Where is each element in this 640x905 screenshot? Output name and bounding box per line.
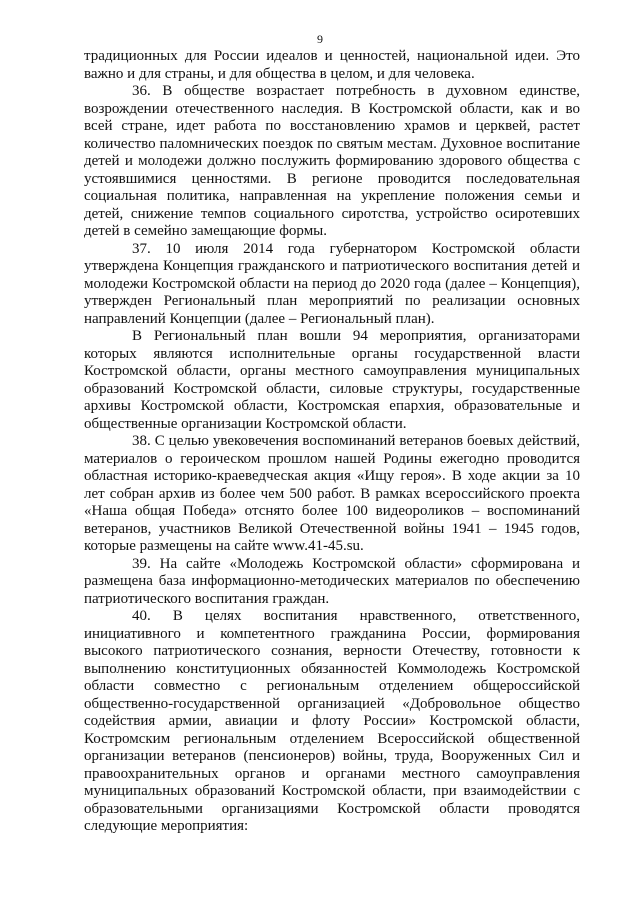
- paragraph-39: 39. На сайте «Молодежь Костромской области» сформирована и размещена база информационно-методических материалов по обеспечению патриотического воспитания граждан.: [84, 555, 580, 607]
- paragraph-continuation: традиционных для России идеалов и ценностей, национальной идеи. Это важно и для страны, и для общества в целом, и для человека.: [84, 48, 580, 82]
- paragraph-37: 37. 10 июля 2014 года губернатором Костромской области утверждена Концепция гражданского и патриотического воспитания детей и молодежи Костромской области на период до 2020 года (далее – Концепция), утвержден Региональный план мероприятий по реализации основных направлений Концепции (далее – Региональный план).: [84, 240, 580, 327]
- paragraph-40: 40. В целях воспитания нравственного, ответственного, инициативного и компетентного гражданина России, формирования высокого патриотического сознания, верности Отечеству, готовности к выполнению конституционных обязанностей Коммолодежь Костромской области совместно с региональным отделением общероссийской общественно-государственной организацией «Добровольное общество содействия армии, авиации и флоту России» Костромской области, Костромским региональным отделением Всероссийской общественной организации ветеранов (пенсионеров) войны, труда, Вооруженных Сил и правоохранительных органов и органами местного самоуправления муниципальных образований Костромской области, при взаимодействии с образовательными организациями Костромской области проводятся следующие мероприятия:: [84, 608, 580, 834]
- paragraph-regional-plan: В Региональный план вошли 94 мероприятия, организаторами которых являются исполнительные органы государственной власти Костромской области, органы местного самоуправления муниципальных образований Костромской области, силовые структуры, государственные архивы Костромской области, Костромская епархия, образовательные и общественные организации Костромской области.: [84, 328, 580, 432]
- page-number: 9: [317, 32, 323, 46]
- paragraph-36: 36. В обществе возрастает потребность в духовном единстве, возрождении отечественного наследия. В Костромской области, как и во всей стране, идет работа по восстановлению храмов и церквей, растет количество паломнических поездок по святым местам. Духовное воспитание детей и молодежи должно послужить формированию здорового общества с устоявшимися ценностями. В регионе проводится последовательная социальная политика, направленная на укрепление положения семьи и детей, снижение темпов социального сиротства, устройство осиротевших детей в семейно замещающие формы.: [84, 83, 580, 239]
- paragraph-38: 38. С целью увековечения воспоминаний ветеранов боевых действий, материалов о героическом прошлом нашей Родины ежегодно проводится областная историко-краеведческая акция «Ищу героя». В ходе акции за 10 лет собран архив из более чем 500 работ. В рамках всероссийского проекта «Наша общая Победа» отснято более 100 видеороликов – воспоминаний ветеранов, участников Великой Отечественной войны 1941 – 1945 годов, которые размещены на сайте www.41-45.su.: [84, 433, 580, 554]
- document-body: [84, 48, 580, 836]
